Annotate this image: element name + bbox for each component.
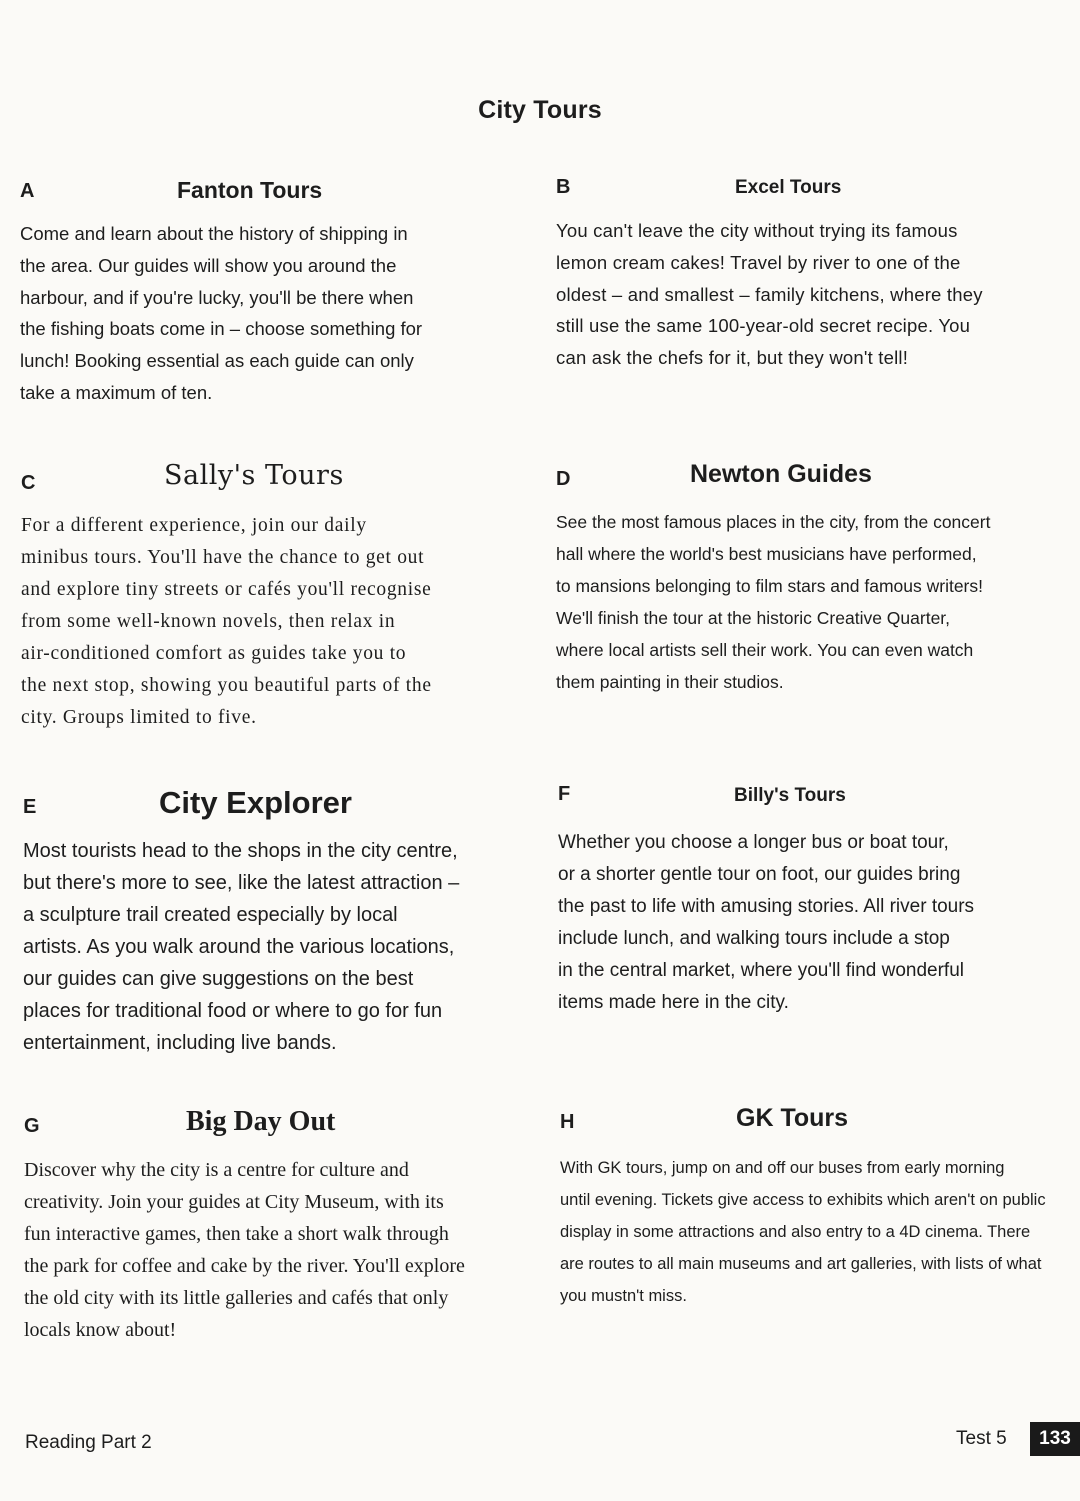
ad-letter: B [556,176,571,198]
ad-text-line: Come and learn about the history of shipping in [20,223,408,244]
ad-text-line: from some well-known novels, then relax in [21,611,396,632]
ad-text-line: the park for coffee and cake by the river. You'll explore [24,1255,465,1277]
ad-text-line: With GK tours, jump on and off our buses from early morning [560,1159,1005,1177]
ad-text-line: oldest – and smallest – family kitchens, where they [556,283,983,305]
ad-text-line: take a maximum of ten. [20,381,213,403]
ad-text-line: but there's more to see, like the latest attraction – [23,872,460,894]
ad-text-line: city. Groups limited to five. [21,707,257,728]
ad-text [24,1154,504,1346]
ad-text-line: lunch! Booking essential as each guide can only [20,350,414,372]
page-title: City Tours [478,96,602,124]
ad-letter: F [558,783,571,805]
ad-text-line: See the most famous places in the city, from the concert [556,512,991,532]
ad-name: City Explorer [159,785,352,820]
ad-billys-tours [558,783,1048,1019]
ad-text-line: and explore tiny streets or cafés you'll recognise [21,579,432,600]
ad-name: Excel Tours [735,177,842,198]
ad-text-line: display in some attractions and also entry to a 4D cinema. There [560,1223,1031,1241]
ad-text [556,215,1036,374]
ad-excel-tours [556,176,1036,374]
ad-name: Sally's Tours [164,460,344,491]
ad-letter: A [20,180,35,202]
ad-text [23,835,503,1059]
ad-text-line: Whether you choose a longer bus or boat tour, [558,832,949,853]
ad-text [556,506,1046,698]
ad-gk-tours [560,1104,1046,1312]
ad-text-line: air-conditioned comfort as guides take you to [21,643,407,664]
ad-text-line: places for traditional food or where to go for fun [23,1000,443,1022]
ad-letter: G [24,1115,40,1137]
ad-fanton-tours [20,176,490,409]
ad-letter: H [560,1111,575,1133]
ad-text-line: fun interactive games, then take a short walk through [24,1223,449,1245]
ad-text-line: For a different experience, join our daily [21,515,367,536]
ad-text-line: lemon cream cakes! Travel by river to one of the [556,251,961,273]
ad-text-line: a sculpture trail created especially by local [23,904,398,926]
footer-section-label: Reading Part 2 [25,1432,152,1453]
ad-text-line: are routes to all main museums and art galleries, with lists of what [560,1255,1042,1273]
ad-text-line: locals know about! [24,1319,177,1341]
ad-text-line: where local artists sell their work. You can even watch [556,640,974,660]
ad-text-line: include lunch, and walking tours include a stop [558,928,950,949]
ad-letter: D [556,468,571,490]
ad-name: Billy's Tours [734,785,846,806]
ad-name: Newton Guides [690,460,872,488]
ad-sallys-tours [21,460,511,734]
ad-text-line: Discover why the city is a centre for culture and [24,1159,409,1181]
ad-text-line: the old city with its little galleries and cafés that only [24,1287,449,1309]
ad-text-line: artists. As you walk around the various locations, [23,936,455,958]
ad-text-line: entertainment, including live bands. [23,1032,337,1054]
footer-test-label: Test 5 [956,1428,1007,1449]
ad-text [558,827,1048,1019]
ad-text-line: hall where the world's best musicians have performed, [556,544,977,564]
ad-name: Big Day Out [186,1106,336,1137]
page-number: 133 [1030,1422,1080,1456]
ad-text-line: to mansions belonging to film stars and famous writers! [556,576,983,596]
ad-name: GK Tours [736,1104,849,1132]
ad-text-line: the past to life with amusing stories. All river tours [558,896,975,917]
ad-text-line: still use the same 100-year-old secret recipe. You [556,315,971,337]
ad-text [21,510,511,734]
ad-letter: C [21,472,36,494]
ad-text-line: creativity. Join your guides at City Museum, with its [24,1191,444,1213]
ad-text-line: them painting in their studios. [556,672,784,692]
ad-text-line: We'll finish the tour at the historic Creative Quarter, [556,608,951,628]
ad-text-line: in the central market, where you'll find wonderful [558,960,964,981]
ad-name: Fanton Tours [177,177,323,203]
ad-text-line: until evening. Tickets give access to exhibits which aren't on public [560,1191,1046,1209]
ad-text-line: or a shorter gentle tour on foot, our guides bring [558,864,961,885]
ad-text-line: minibus tours. You'll have the chance to get out [21,547,425,568]
ad-text-line: Most tourists head to the shops in the city centre, [23,840,458,862]
ad-text-line: the next stop, showing you beautiful parts of the [21,675,432,696]
ad-text-line: harbour, and if you're lucky, you'll be there when [20,286,414,308]
ad-newton-guides [556,460,1046,698]
ad-text-line: You can't leave the city without trying its famous [556,220,958,241]
ad-letter: E [23,796,37,818]
ad-text [20,218,490,409]
ad-city-explorer [23,785,503,1059]
ad-text-line: you mustn't miss. [560,1287,687,1305]
ad-text [560,1152,1046,1312]
ad-text-line: can ask the chefs for it, but they won't tell! [556,347,909,369]
ad-text-line: the fishing boats come in – choose something for [20,318,423,340]
ad-text-line: our guides can give suggestions on the best [23,968,414,990]
ad-big-day-out [24,1106,504,1346]
ad-text-line: items made here in the city. [558,992,789,1013]
ad-text-line: the area. Our guides will show you around the [20,254,397,276]
